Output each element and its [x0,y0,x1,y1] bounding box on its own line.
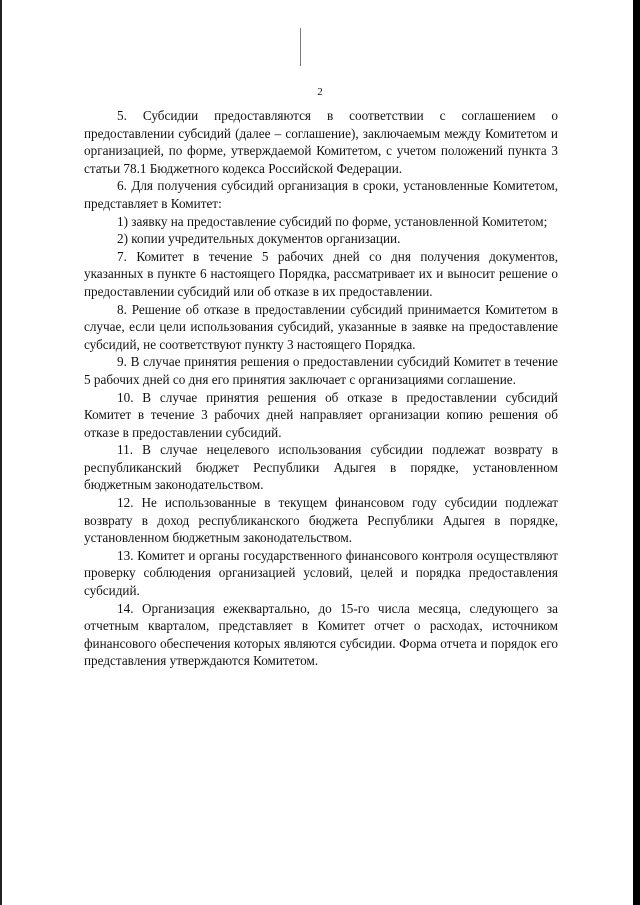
scan-crop-mark [300,28,301,66]
paragraph-11: 11. В случае нецелевого использования субсидии подлежат возврату в республиканский бюджет Республики Адыгея в порядке, установленном бюджетным законодательством. [84,442,558,493]
document-body [84,107,558,670]
scan-left-edge [0,0,2,905]
paragraph-9: 9. В случае принятия решения о предоставлении субсидий Комитет в течение 5 рабочих дней со дня его принятия заключает с организациями соглашение. [84,354,558,387]
scan-right-edge [633,0,640,905]
paragraph-8: 8. Решение об отказе в предоставлении субсидий принимается Комитетом в случае, если цели использования субсидий, указанные в заявке на предоставление субсидий, не соответствуют пункту 3 настоящего Порядка. [84,301,558,352]
page-number: 2 [317,86,323,98]
paragraph-5: 5. Субсидии предоставляются в соответствии с соглашением о предоставлении субсидий (далее – соглашение), заключаемым между Комитетом и организацией, по форме, утверждаемой Комитетом, с учетом положений пункта 3 статьи 78.1 Бюджетного кодекса Российской Федерации. [84,108,558,176]
paragraph-12: 12. Не использованные в текущем финансовом году субсидии подлежат возврату в доход республиканского бюджета Республики Адыгея в порядке, установленном бюджетным законодательством. [84,495,558,546]
paragraph-13: 13. Комитет и органы государственного финансового контроля осуществляют проверку соблюдения организацией условий, целей и порядка предоставления субсидий. [84,547,558,599]
paragraph-7: 7. Комитет в течение 5 рабочих дней со дня получения документов, указанных в пункте 6 настоящего Порядка, рассматривает их и выносит решение о предоставлении субсидий или об отказе в их предоставлении. [84,248,558,299]
paragraph-10: 10. В случае принятия решения об отказе в предоставлении субсидий Комитет в течение 3 рабочих дней направляет организации копию решения об отказе в предоставлении субсидий. [84,389,558,440]
paragraph-6: 6. Для получения субсидий организация в сроки, установленные Комитетом, представляет в Комитет: [84,178,558,211]
paragraph-6-item-2: 2) копии учредительных документов организации. [117,231,401,247]
paragraph-6-item-1: 1) заявку на предоставление субсидий по форме, установленной Комитетом; [117,213,548,229]
paragraph-14: 14. Организация ежеквартально, до 15-го числа месяца, следующего за отчетным кварталом, представляет в Комитет отчет о расходах, источником финансового обеспечения которых являются субсидии. Форма отчета и порядок его представления утверждаются Комитетом. [84,600,558,669]
